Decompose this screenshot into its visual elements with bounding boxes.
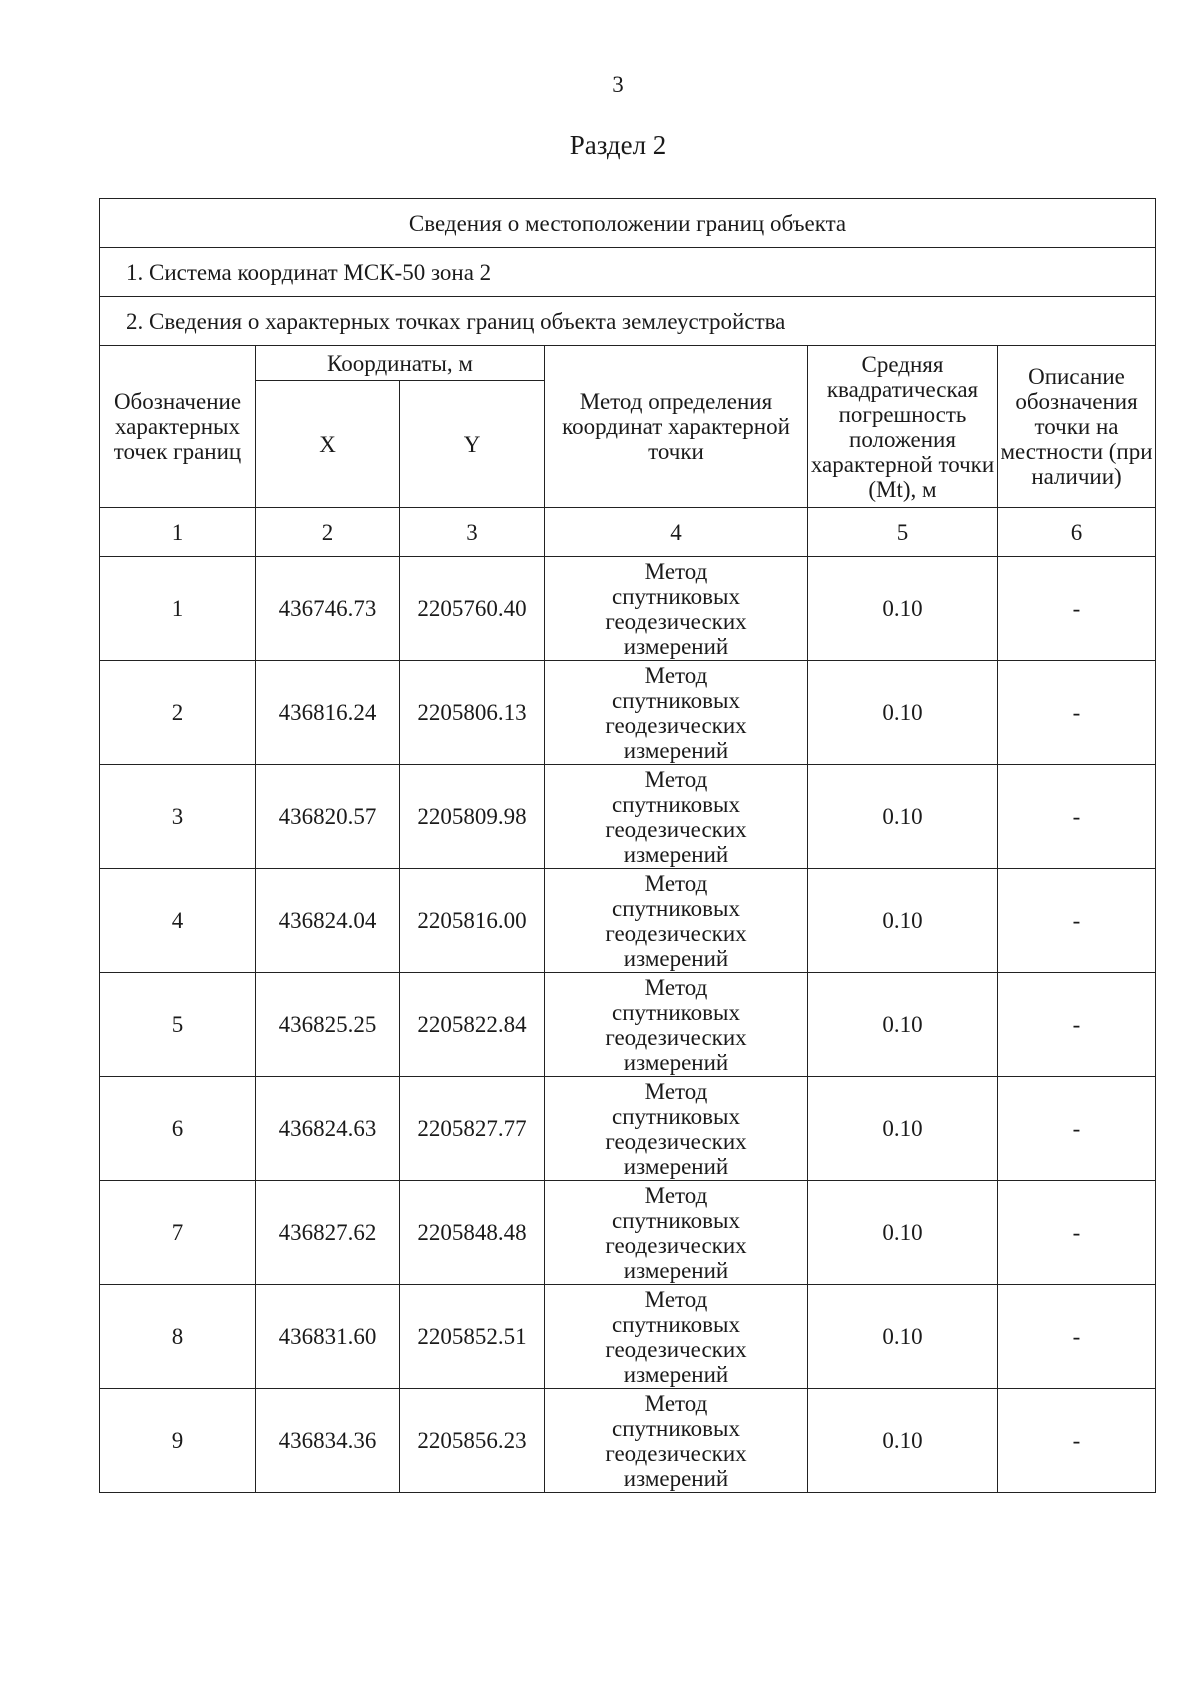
x-coordinate-cell: 436827.62 [256, 1181, 400, 1285]
point-cell: 9 [100, 1389, 256, 1493]
method-line: измерений [623, 1257, 729, 1283]
description-cell: - [998, 1389, 1156, 1493]
accuracy-cell: 0.10 [808, 1181, 998, 1285]
accuracy-cell: 0.10 [808, 973, 998, 1077]
y-coordinate-cell: 2205822.84 [400, 973, 545, 1077]
table-row [100, 869, 1156, 973]
method-line: измерений [623, 1049, 729, 1075]
method-line: геодезических [605, 920, 747, 946]
method-cell [545, 1181, 808, 1285]
description-cell: - [998, 1285, 1156, 1389]
method-cell [545, 1285, 808, 1389]
y-coordinate-cell: 2205760.40 [400, 557, 545, 661]
point-cell: 5 [100, 973, 256, 1077]
boundary-points-table [99, 198, 1156, 1493]
method-line: спутниковых [611, 791, 740, 817]
column-number: 4 [545, 508, 808, 557]
section-title: Раздел 2 [569, 130, 667, 160]
x-coordinate-cell: 436746.73 [256, 557, 400, 661]
method-line: Метод [644, 870, 708, 896]
description-cell: - [998, 1077, 1156, 1181]
coord-system-row: 1. Система координат МСК-50 зона 2 [100, 248, 1156, 297]
method-line: Метод [644, 1390, 708, 1416]
accuracy-cell: 0.10 [808, 1389, 998, 1493]
table-row [100, 557, 1156, 661]
method-line: Метод [644, 1286, 708, 1312]
y-coordinate-cell: 2205809.98 [400, 765, 545, 869]
header-accuracy: Средняя квадратическая погрешность положения характерной точки (Mt), м [808, 346, 998, 508]
header-method: Метод определения координат характерной точки [545, 346, 808, 508]
method-line: измерений [623, 1361, 729, 1387]
method-line: спутниковых [611, 687, 740, 713]
method-line: Метод [644, 766, 708, 792]
y-coordinate-cell: 2205852.51 [400, 1285, 545, 1389]
point-cell: 2 [100, 661, 256, 765]
method-line: геодезических [605, 1440, 747, 1466]
method-line: геодезических [605, 816, 747, 842]
x-coordinate-cell: 436824.63 [256, 1077, 400, 1181]
method-line: геодезических [605, 1024, 747, 1050]
x-coordinate-cell: 436816.24 [256, 661, 400, 765]
description-cell: - [998, 557, 1156, 661]
column-number: 5 [808, 508, 998, 557]
page-number: 3 [612, 72, 624, 97]
y-coordinate-cell: 2205816.00 [400, 869, 545, 973]
accuracy-cell: 0.10 [808, 1077, 998, 1181]
header-y: Y [400, 381, 545, 508]
point-cell: 8 [100, 1285, 256, 1389]
column-number: 2 [256, 508, 400, 557]
description-cell: - [998, 869, 1156, 973]
table-row [100, 1077, 1156, 1181]
method-line: геодезических [605, 712, 747, 738]
table-row [100, 1181, 1156, 1285]
method-line: спутниковых [611, 1415, 740, 1441]
description-cell: - [998, 661, 1156, 765]
x-coordinate-cell: 436831.60 [256, 1285, 400, 1389]
point-cell: 1 [100, 557, 256, 661]
method-line: измерений [623, 945, 729, 971]
method-line: геодезических [605, 1336, 747, 1362]
column-number: 1 [100, 508, 256, 557]
description-cell: - [998, 765, 1156, 869]
description-cell: - [998, 973, 1156, 1077]
table-row [100, 1285, 1156, 1389]
point-cell: 7 [100, 1181, 256, 1285]
column-number: 6 [998, 508, 1156, 557]
table-row [100, 973, 1156, 1077]
method-line: измерений [623, 1153, 729, 1179]
method-line: измерений [623, 841, 729, 867]
method-cell [545, 661, 808, 765]
method-line: измерений [623, 1465, 729, 1491]
method-line: спутниковых [611, 999, 740, 1025]
table-row [100, 661, 1156, 765]
point-cell: 3 [100, 765, 256, 869]
description-cell: - [998, 1181, 1156, 1285]
accuracy-cell: 0.10 [808, 661, 998, 765]
points-heading-row: 2. Сведения о характерных точках границ объекта землеустройства [100, 297, 1156, 346]
x-coordinate-cell: 436834.36 [256, 1389, 400, 1493]
accuracy-cell: 0.10 [808, 765, 998, 869]
y-coordinate-cell: 2205806.13 [400, 661, 545, 765]
method-line: геодезических [605, 1232, 747, 1258]
method-cell [545, 1389, 808, 1493]
method-line: спутниковых [611, 1207, 740, 1233]
accuracy-cell: 0.10 [808, 1285, 998, 1389]
header-description: Описание обозначения точки на местности (при наличии) [998, 346, 1156, 508]
header-designation: Обозначение характерных точек границ [100, 346, 256, 508]
method-line: Метод [644, 1182, 708, 1208]
method-line: измерений [623, 737, 729, 763]
method-line: измерений [623, 633, 729, 659]
method-line: Метод [644, 558, 708, 584]
method-line: Метод [644, 1078, 708, 1104]
method-cell [545, 765, 808, 869]
method-line: спутниковых [611, 583, 740, 609]
x-coordinate-cell: 436820.57 [256, 765, 400, 869]
method-line: Метод [644, 662, 708, 688]
column-number-row [100, 508, 1156, 557]
method-line: спутниковых [611, 1311, 740, 1337]
column-number: 3 [400, 508, 545, 557]
x-coordinate-cell: 436824.04 [256, 869, 400, 973]
point-cell: 6 [100, 1077, 256, 1181]
method-line: геодезических [605, 1128, 747, 1154]
y-coordinate-cell: 2205856.23 [400, 1389, 545, 1493]
table-title: Сведения о местоположении границ объекта [100, 199, 1156, 248]
accuracy-cell: 0.10 [808, 557, 998, 661]
method-cell [545, 869, 808, 973]
method-cell [545, 973, 808, 1077]
method-line: Метод [644, 974, 708, 1000]
table-row [100, 765, 1156, 869]
header-x: X [256, 381, 400, 508]
method-line: спутниковых [611, 895, 740, 921]
x-coordinate-cell: 436825.25 [256, 973, 400, 1077]
method-line: спутниковых [611, 1103, 740, 1129]
method-cell [545, 1077, 808, 1181]
accuracy-cell: 0.10 [808, 869, 998, 973]
method-line: геодезических [605, 608, 747, 634]
table-row [100, 1389, 1156, 1493]
method-cell [545, 557, 808, 661]
y-coordinate-cell: 2205848.48 [400, 1181, 545, 1285]
y-coordinate-cell: 2205827.77 [400, 1077, 545, 1181]
header-coordinates: Координаты, м [256, 346, 545, 381]
point-cell: 4 [100, 869, 256, 973]
